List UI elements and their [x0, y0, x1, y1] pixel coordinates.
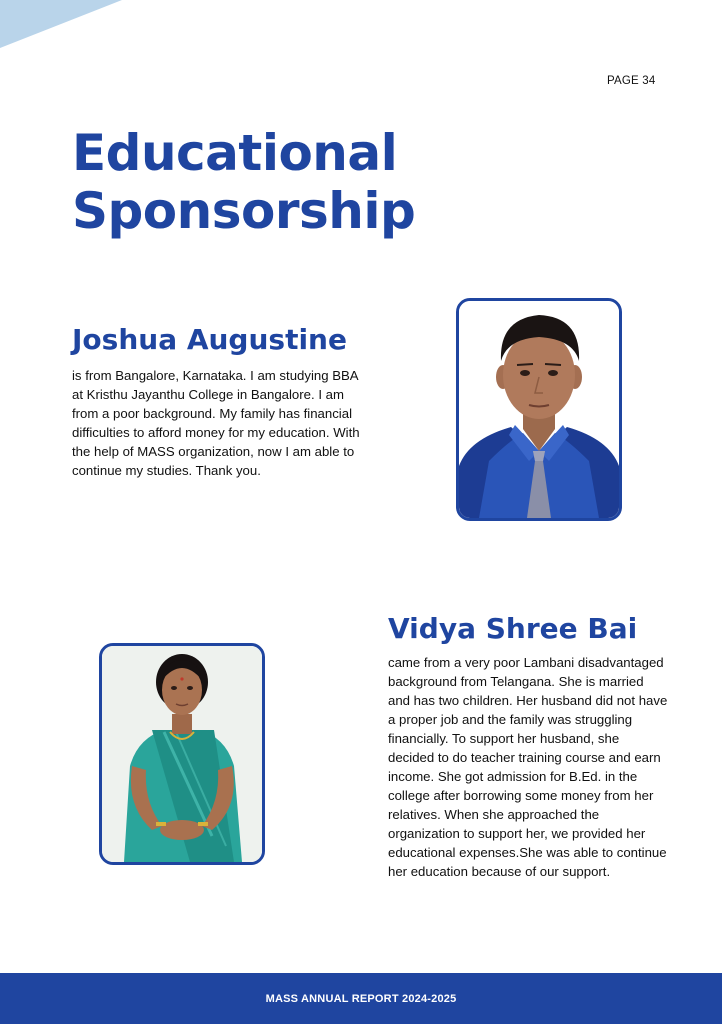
- corner-decoration: [0, 0, 130, 50]
- page-title-line-1: Educational: [72, 124, 398, 182]
- portrait-woman-icon: [102, 646, 262, 862]
- page-title: [72, 124, 415, 240]
- profile-bio-joshua: is from Bangalore, Karnataka. I am studying BBA at Kristhu Jayanthu College in Bangalore. I am from a poor background. My family has financial difficulties to afford money for my education. With the help of MASS organization, now I am able to continue my studies. Thank you.: [72, 368, 360, 478]
- profile-name-vidya: Vidya Shree Bai: [388, 612, 638, 645]
- profile-bio-vidya: came from a very poor Lambani disadvantaged background from Telangana. She is married and has two children. Her husband did not have a proper job and the family was struggling financially. To support her husband, she decided to do teacher training course and earn income. She got admission for B.Ed. in the college after borrowing some money from her relatives. When she approached the organization to support her, we provided her educational expenses.She was able to continue her education because of our support.: [388, 655, 668, 879]
- page-title-line-2: Sponsorship: [72, 182, 416, 240]
- profile-photo-vidya: [99, 643, 265, 865]
- footer-text: MASS ANNUAL REPORT 2024-2025: [265, 992, 457, 1005]
- profile-name-joshua: Joshua Augustine: [72, 323, 347, 356]
- portrait-man-icon: [459, 301, 619, 518]
- page-number: PAGE 34: [607, 75, 656, 87]
- profile-photo-joshua: [456, 298, 622, 521]
- footer-bar: [0, 973, 722, 1024]
